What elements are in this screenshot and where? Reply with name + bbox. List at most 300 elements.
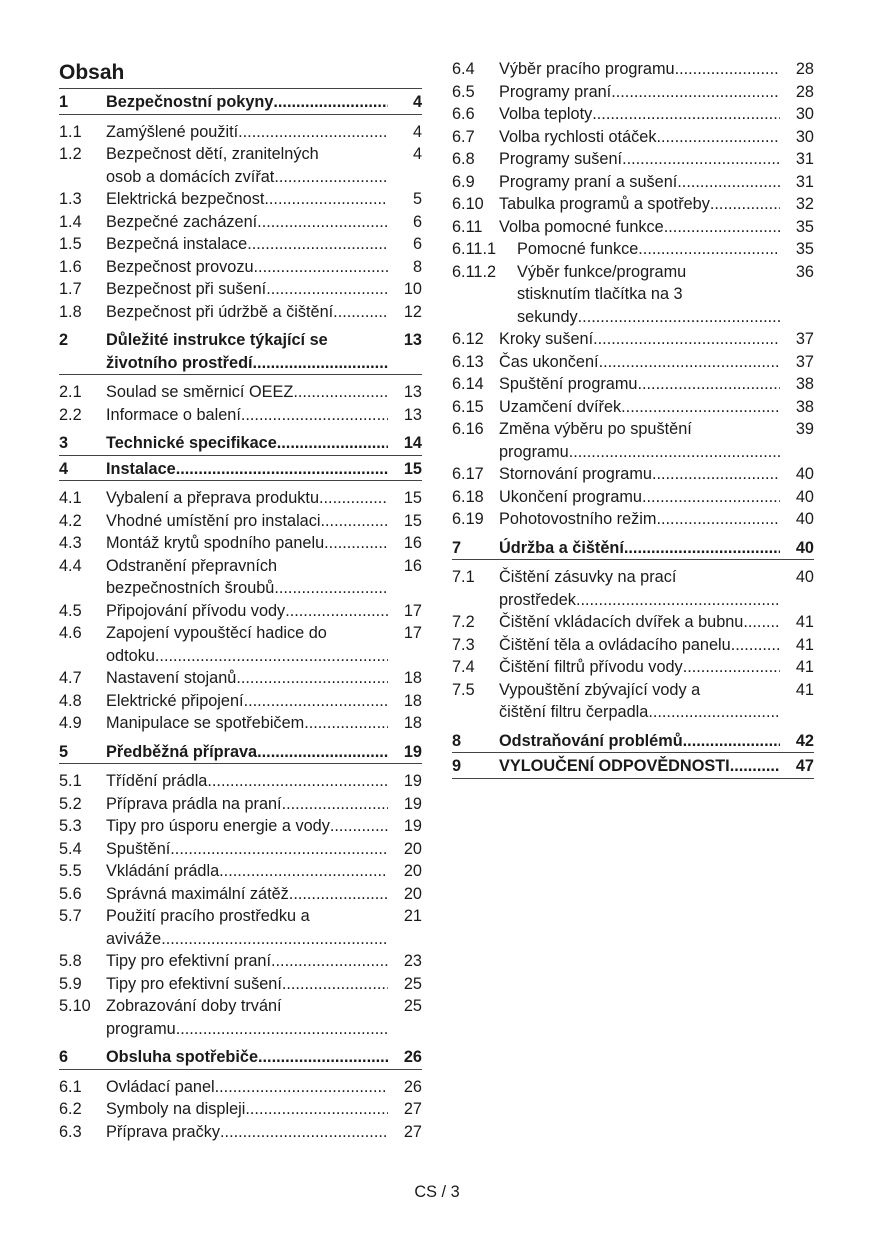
toc-entry-number: 1.7 bbox=[59, 280, 82, 298]
toc-entry-title-line: Příprava pračky bbox=[106, 1122, 221, 1141]
toc-section-entry[interactable] bbox=[59, 555, 422, 600]
toc-entry-title bbox=[499, 463, 780, 486]
toc-entry-number: 6.18 bbox=[452, 487, 484, 506]
toc-entry-title-line: osob a domácích zvířat bbox=[106, 167, 275, 186]
dot-leader bbox=[277, 432, 388, 455]
toc-entry-number: 6 bbox=[59, 1048, 69, 1066]
toc-entry-number: 9 bbox=[452, 757, 462, 775]
toc-entry-number: 7.1 bbox=[452, 568, 475, 586]
dot-leader bbox=[245, 1098, 388, 1121]
toc-section-entry[interactable] bbox=[59, 532, 422, 555]
toc-entry-number: 6.3 bbox=[59, 1122, 82, 1141]
toc-entry-number: 1 bbox=[59, 93, 69, 111]
toc-section-entry[interactable] bbox=[452, 81, 814, 104]
toc-section-entry[interactable] bbox=[59, 278, 422, 301]
toc-entry-title-line: Výběr pracího programu bbox=[499, 60, 675, 78]
toc-chapter-entry[interactable] bbox=[59, 1046, 422, 1070]
dot-leader bbox=[637, 373, 780, 396]
toc-entry-title-line: Čištění filtrů přívodu vody bbox=[499, 658, 683, 676]
toc-entry-page: 20 bbox=[403, 884, 422, 903]
toc-entry-number: 7 bbox=[452, 538, 462, 557]
toc-entry-title bbox=[106, 950, 388, 973]
toc-entry-title bbox=[499, 328, 780, 351]
toc-entry-number: 4.5 bbox=[59, 601, 82, 620]
toc-entry-title-line: Soulad se směrnicí OEEZ bbox=[106, 383, 294, 401]
toc-entry-number: 6.8 bbox=[452, 150, 475, 168]
toc-entry-number: 6.7 bbox=[452, 127, 475, 146]
toc-section-entry[interactable] bbox=[452, 171, 814, 194]
toc-entry-page: 19 bbox=[403, 817, 422, 835]
dot-leader bbox=[656, 508, 780, 531]
toc-entry-page: 10 bbox=[403, 280, 422, 298]
toc-entry-page: 41 bbox=[795, 613, 814, 631]
toc-entry-number: 6.5 bbox=[452, 82, 475, 101]
dot-leader bbox=[677, 171, 780, 194]
toc-section-entry[interactable] bbox=[59, 1121, 422, 1144]
toc-entry-title-line: sekundy bbox=[517, 307, 578, 326]
toc-entry-page: 39 bbox=[795, 420, 814, 438]
toc-entry-title bbox=[106, 712, 388, 735]
dot-leader bbox=[257, 211, 388, 234]
toc-section-entry[interactable] bbox=[452, 148, 814, 171]
toc-entry-title-line: čištění filtru čerpadla bbox=[499, 703, 649, 721]
dot-leader bbox=[324, 532, 388, 555]
toc-entry-number: 5 bbox=[59, 742, 69, 761]
toc-section-entry[interactable] bbox=[59, 381, 422, 404]
toc-entry-title bbox=[499, 537, 780, 560]
toc-entry-number: 6.11.2 bbox=[452, 262, 497, 281]
toc-chapter-entry[interactable] bbox=[59, 741, 422, 765]
toc-entry-title-line: Čištění těla a ovládacího panelu bbox=[499, 635, 731, 654]
toc-entry-number: 5.6 bbox=[59, 884, 82, 903]
toc-entry-title-line: Programy praní bbox=[499, 82, 612, 101]
toc-section-entry[interactable] bbox=[59, 121, 422, 144]
toc-entry-number: 6.10 bbox=[452, 195, 484, 213]
dot-leader bbox=[642, 486, 780, 509]
toc-entry-title-line: Programy sušení bbox=[499, 150, 623, 168]
toc-entry-page: 38 bbox=[795, 375, 814, 393]
toc-entry-title-line: životního prostředí bbox=[106, 353, 253, 372]
toc-chapter-entry[interactable] bbox=[452, 755, 814, 779]
toc-section-entry[interactable] bbox=[59, 712, 422, 735]
toc-entry-title-line: prostředek bbox=[499, 590, 576, 609]
dot-leader bbox=[273, 91, 388, 114]
toc-entry-title-line: Volba teploty bbox=[499, 105, 593, 123]
toc-entry-title bbox=[499, 730, 780, 753]
toc-chapter-entry[interactable] bbox=[59, 329, 422, 375]
toc-entry-page: 18 bbox=[403, 714, 422, 732]
toc-entry-page: 23 bbox=[403, 952, 422, 970]
toc-section-entry[interactable] bbox=[59, 838, 422, 861]
toc-section-entry[interactable] bbox=[59, 600, 422, 623]
toc-entry-number: 5.4 bbox=[59, 839, 82, 858]
toc-entry-page: 25 bbox=[403, 974, 422, 993]
toc-entry-page: 37 bbox=[795, 352, 814, 371]
toc-section-entry[interactable] bbox=[59, 815, 422, 838]
toc-entry-number: 6.13 bbox=[452, 352, 484, 371]
toc-entry-title-line: Údržba a čištění bbox=[499, 538, 624, 557]
dot-leader bbox=[285, 600, 388, 623]
toc-section-entry[interactable] bbox=[452, 396, 814, 419]
toc-section-entry[interactable] bbox=[452, 634, 814, 657]
toc-section-entry[interactable] bbox=[452, 261, 814, 329]
toc-entry-number: 6.19 bbox=[452, 510, 484, 528]
toc-section-entry[interactable] bbox=[452, 238, 814, 261]
toc-entry-title-line: Tabulka programů a spotřeby bbox=[499, 195, 710, 213]
toc-entry-page: 4 bbox=[412, 122, 422, 141]
toc-entry-title bbox=[106, 995, 388, 1040]
toc-entry-title-line: Bezpečné zacházení bbox=[106, 212, 258, 231]
toc-entry-title bbox=[106, 741, 388, 764]
toc-entry-number: 1.4 bbox=[59, 212, 82, 231]
toc-section-entry[interactable] bbox=[59, 883, 422, 906]
toc-entry-page: 16 bbox=[403, 534, 422, 552]
toc-entry-number: 4.1 bbox=[59, 489, 82, 507]
toc-entry-title-line: Předběžná příprava bbox=[106, 742, 258, 761]
dot-leader bbox=[599, 351, 780, 374]
dot-leader bbox=[622, 148, 780, 171]
toc-entry-number: 6.11 bbox=[452, 217, 483, 236]
toc-entry-title bbox=[499, 58, 780, 81]
toc-entry-title bbox=[106, 510, 388, 533]
dot-leader bbox=[161, 928, 388, 951]
dot-leader bbox=[258, 1046, 388, 1069]
toc-entry-title bbox=[106, 278, 388, 301]
toc-entry-title bbox=[499, 566, 780, 611]
toc-entry-title-line: VYLOUČENÍ ODPOVĚDNOSTI bbox=[499, 757, 730, 775]
toc-entry-page: 30 bbox=[795, 105, 814, 123]
dot-leader bbox=[244, 690, 388, 713]
toc-entry-page: 31 bbox=[795, 172, 814, 191]
toc-entry-title bbox=[499, 396, 780, 419]
toc-entry-title bbox=[106, 770, 388, 793]
dot-leader bbox=[282, 973, 388, 996]
toc-section-entry[interactable] bbox=[59, 487, 422, 510]
toc-section-entry[interactable] bbox=[452, 373, 814, 396]
toc-entry-title bbox=[106, 622, 388, 667]
toc-entry-number: 5.7 bbox=[59, 907, 82, 925]
toc-entry-title-line: Výběr funkce/programu bbox=[517, 262, 687, 281]
toc-entry-number: 6.12 bbox=[452, 330, 484, 348]
toc-entry-title-line: Tipy pro úsporu energie a vody bbox=[106, 817, 330, 835]
dot-leader bbox=[289, 883, 388, 906]
toc-entry-page: 28 bbox=[795, 60, 814, 78]
toc-entry-title-line: programu bbox=[499, 442, 569, 461]
toc-entry-title-line: Připojování přívodu vody bbox=[106, 601, 286, 620]
toc-entry-title bbox=[499, 634, 780, 657]
toc-entry-number: 4.7 bbox=[59, 669, 82, 687]
toc-section-entry[interactable] bbox=[452, 193, 814, 216]
toc-entry-page: 40 bbox=[795, 487, 814, 506]
toc-entry-title-line: Informace o balení bbox=[106, 405, 241, 424]
toc-entry-page: 32 bbox=[795, 195, 814, 213]
toc-section-entry[interactable] bbox=[452, 486, 814, 509]
toc-entry-page: 41 bbox=[795, 658, 814, 676]
toc-entry-title bbox=[106, 532, 388, 555]
toc-entry-number: 6.15 bbox=[452, 397, 484, 416]
toc-section-entry[interactable] bbox=[59, 256, 422, 279]
toc-entry-title-line: Bezpečnost dětí, zranitelných bbox=[106, 145, 319, 163]
toc-entry-title-line: Programy praní a sušení bbox=[499, 172, 678, 191]
toc-section-entry[interactable] bbox=[59, 404, 422, 427]
dot-leader bbox=[155, 645, 388, 668]
toc-entry-page: 13 bbox=[403, 383, 422, 401]
toc-section-entry[interactable] bbox=[452, 679, 814, 724]
toc-entry-title-line: Tipy pro efektivní sušení bbox=[106, 974, 282, 993]
toc-right-list bbox=[452, 58, 814, 779]
toc-entry-title-line: Ovládací panel bbox=[106, 1077, 215, 1096]
toc-entry-title-line: Třídění prádla bbox=[106, 772, 208, 790]
toc-entry-title-line: aviváže bbox=[106, 929, 162, 948]
toc-section-entry[interactable] bbox=[59, 211, 422, 234]
toc-entry-title-line: Ukončení programu bbox=[499, 487, 642, 506]
toc-section-entry[interactable] bbox=[59, 667, 422, 690]
toc-entry-title bbox=[106, 329, 388, 374]
toc-entry-title bbox=[499, 679, 780, 724]
toc-entry-number: 1.6 bbox=[59, 257, 82, 276]
toc-entry-number: 2 bbox=[59, 331, 69, 349]
toc-entry-title-line: Vkládání prádla bbox=[106, 862, 220, 880]
toc-section-entry[interactable] bbox=[59, 770, 422, 793]
toc-entry-page: 26 bbox=[403, 1048, 422, 1066]
toc-entry-title-line: Pomocné funkce bbox=[517, 240, 639, 258]
toc-section-entry[interactable] bbox=[452, 566, 814, 611]
dot-leader bbox=[257, 741, 388, 764]
toc-entry-title bbox=[499, 216, 780, 239]
toc-section-entry[interactable] bbox=[59, 995, 422, 1040]
dot-leader bbox=[330, 815, 388, 838]
dot-leader bbox=[271, 950, 388, 973]
toc-entry-page: 40 bbox=[795, 538, 814, 557]
toc-entry-number: 6.1 bbox=[59, 1077, 82, 1096]
toc-entry-title bbox=[499, 373, 780, 396]
toc-entry-number: 6.6 bbox=[452, 105, 475, 123]
toc-entry-title bbox=[106, 121, 388, 144]
dot-leader bbox=[304, 712, 388, 735]
toc-entry-title bbox=[106, 301, 388, 324]
dot-leader bbox=[638, 238, 780, 261]
dot-leader bbox=[241, 404, 388, 427]
toc-entry-number: 4.2 bbox=[59, 511, 82, 530]
toc-entry-title-line: Správná maximální zátěž bbox=[106, 884, 289, 903]
toc-entry-title-line: Pohotovostního režim bbox=[499, 510, 657, 528]
toc-entry-page: 41 bbox=[795, 680, 814, 699]
toc-entry-number: 5.1 bbox=[59, 772, 82, 790]
dot-leader bbox=[236, 667, 388, 690]
dot-leader bbox=[652, 463, 780, 486]
toc-entry-title-line: Bezpečnost při údržbě a čištění bbox=[106, 302, 334, 321]
dot-leader bbox=[611, 81, 780, 104]
toc-entry-number: 7.4 bbox=[452, 658, 475, 676]
toc-entry-title bbox=[106, 1121, 388, 1144]
toc-section-entry[interactable] bbox=[59, 510, 422, 533]
dot-leader bbox=[170, 838, 388, 861]
toc-entry-title bbox=[499, 193, 780, 216]
toc-entry-page: 35 bbox=[795, 217, 814, 236]
toc-entry-page: 4 bbox=[412, 145, 422, 163]
toc-entry-title bbox=[106, 973, 388, 996]
toc-entry-title bbox=[499, 611, 780, 634]
toc-entry-number: 6.14 bbox=[452, 375, 484, 393]
toc-entry-number: 5.3 bbox=[59, 817, 82, 835]
dot-leader bbox=[238, 121, 388, 144]
toc-section-entry[interactable] bbox=[59, 143, 422, 188]
toc-entry-title-line: Zamýšlené použití bbox=[106, 122, 239, 141]
toc-entry-page: 37 bbox=[795, 330, 814, 348]
toc-entry-number: 4.4 bbox=[59, 556, 82, 575]
toc-entry-title-line: Instalace bbox=[106, 459, 176, 478]
toc-section-entry[interactable] bbox=[59, 950, 422, 973]
toc-section-entry[interactable] bbox=[59, 793, 422, 816]
toc-entry-title bbox=[499, 755, 780, 778]
dot-leader bbox=[710, 193, 780, 216]
toc-entry-title bbox=[106, 233, 388, 256]
toc-entry-page: 31 bbox=[795, 150, 814, 168]
toc-section-entry[interactable] bbox=[452, 58, 814, 81]
dot-leader bbox=[624, 537, 780, 560]
toc-entry-page: 12 bbox=[403, 302, 422, 321]
toc-entry-title bbox=[499, 351, 780, 374]
dot-leader bbox=[743, 611, 780, 634]
toc-section-entry[interactable] bbox=[452, 351, 814, 374]
toc-entry-number: 4.6 bbox=[59, 624, 82, 642]
toc-entry-title bbox=[106, 905, 388, 950]
toc-chapter-entry[interactable] bbox=[452, 730, 814, 754]
toc-section-entry[interactable] bbox=[59, 301, 422, 324]
toc-entry-title bbox=[499, 656, 780, 679]
dot-leader bbox=[730, 755, 780, 778]
toc-entry-number: 4.3 bbox=[59, 534, 82, 552]
toc-entry-page: 14 bbox=[403, 434, 422, 452]
toc-entry-number: 5.9 bbox=[59, 974, 82, 993]
toc-chapter-entry[interactable] bbox=[59, 458, 422, 482]
toc-entry-title-line: Změna výběru po spuštění bbox=[499, 420, 692, 438]
toc-entry-title-line: Volba rychlosti otáček bbox=[499, 127, 657, 146]
toc-section-entry[interactable] bbox=[452, 216, 814, 239]
toc-entry-title-line: Nastavení stojanů bbox=[106, 669, 237, 687]
toc-entry-number: 1.8 bbox=[59, 302, 82, 321]
toc-entry-page: 5 bbox=[412, 190, 422, 208]
dot-leader bbox=[569, 441, 780, 464]
toc-entry-title bbox=[106, 815, 388, 838]
toc-entry-title bbox=[106, 432, 388, 455]
toc-section-entry[interactable] bbox=[452, 508, 814, 531]
toc-entry-title-line: Elektrické připojení bbox=[106, 691, 244, 710]
toc-entry-page: 47 bbox=[795, 757, 814, 775]
toc-entry-page: 4 bbox=[412, 93, 422, 111]
toc-entry-number: 6.9 bbox=[452, 172, 475, 191]
toc-entry-title bbox=[499, 103, 780, 126]
toc-entry-title-line: Technické specifikace bbox=[106, 434, 277, 452]
toc-entry-title bbox=[106, 404, 388, 427]
toc-entry-title bbox=[106, 600, 388, 623]
toc-entry-title-line: Spuštění bbox=[106, 839, 171, 858]
toc-entry-title-line: Bezpečnostní pokyny bbox=[106, 93, 274, 111]
toc-section-entry[interactable] bbox=[59, 1076, 422, 1099]
toc-entry-title bbox=[106, 1076, 388, 1099]
toc-section-entry[interactable] bbox=[59, 973, 422, 996]
toc-entry-page: 17 bbox=[403, 601, 422, 620]
toc-section-entry[interactable] bbox=[452, 418, 814, 463]
toc-entry-number: 2.2 bbox=[59, 405, 82, 424]
dot-leader bbox=[207, 770, 388, 793]
toc-entry-number: 3 bbox=[59, 434, 69, 452]
toc-entry-number: 1.5 bbox=[59, 235, 82, 253]
toc-entry-title-line: Čištění zásuvky na prací bbox=[499, 568, 677, 586]
dot-leader bbox=[321, 510, 389, 533]
dot-leader bbox=[282, 793, 388, 816]
toc-entry-title-line: odtoku bbox=[106, 646, 155, 665]
toc-entry-page: 15 bbox=[403, 459, 422, 478]
toc-entry-title bbox=[106, 883, 388, 906]
toc-left-list bbox=[59, 91, 422, 1143]
toc-entry-title bbox=[106, 256, 388, 279]
toc-section-entry[interactable] bbox=[59, 622, 422, 667]
dot-leader bbox=[675, 58, 780, 81]
toc-entry-number: 6.17 bbox=[452, 465, 484, 483]
toc-entry-page: 38 bbox=[795, 397, 814, 416]
toc-section-entry[interactable] bbox=[59, 905, 422, 950]
dot-leader bbox=[333, 301, 388, 324]
toc-entry-title bbox=[499, 486, 780, 509]
toc-entry-page: 40 bbox=[795, 465, 814, 483]
dot-leader bbox=[266, 278, 388, 301]
dot-leader bbox=[219, 860, 388, 883]
toc-entry-title-line: Zapojení vypouštěcí hadice do bbox=[106, 624, 327, 642]
toc-entry-title-line: Obsluha spotřebiče bbox=[106, 1048, 258, 1066]
toc-section-entry[interactable] bbox=[452, 103, 814, 126]
toc-entry-number: 4.9 bbox=[59, 714, 82, 732]
toc-section-entry[interactable] bbox=[452, 656, 814, 679]
toc-entry-title bbox=[106, 1098, 388, 1121]
toc-entry-title-line: Uzamčení dvířek bbox=[499, 397, 622, 416]
toc-chapter-entry[interactable] bbox=[59, 432, 422, 456]
toc-section-entry[interactable] bbox=[452, 328, 814, 351]
toc-chapter-entry[interactable] bbox=[452, 537, 814, 561]
toc-entry-number: 6.2 bbox=[59, 1100, 82, 1118]
toc-entry-title-line: Čas ukončení bbox=[499, 352, 599, 371]
toc-section-entry[interactable] bbox=[59, 1098, 422, 1121]
toc-section-entry[interactable] bbox=[59, 188, 422, 211]
toc-chapter-entry[interactable] bbox=[59, 91, 422, 115]
toc-entry-title-line: Elektrická bezpečnost bbox=[106, 190, 265, 208]
toc-section-entry[interactable] bbox=[59, 690, 422, 713]
toc-section-entry[interactable] bbox=[59, 860, 422, 883]
toc-entry-title-line: Důležité instrukce týkající se bbox=[106, 331, 328, 349]
toc-entry-page: 27 bbox=[403, 1100, 422, 1118]
toc-entry-title bbox=[106, 793, 388, 816]
dot-leader bbox=[254, 256, 388, 279]
toc-entry-title-line: Spuštění programu bbox=[499, 375, 638, 393]
toc-entry-title bbox=[106, 838, 388, 861]
toc-entry-title bbox=[106, 143, 388, 188]
toc-entry-page: 16 bbox=[403, 556, 422, 575]
toc-entry-title-line: Zobrazování doby trvání bbox=[106, 997, 282, 1015]
toc-section-entry[interactable] bbox=[452, 126, 814, 149]
dot-leader bbox=[215, 1076, 388, 1099]
toc-section-entry[interactable] bbox=[452, 611, 814, 634]
toc-section-entry[interactable] bbox=[59, 233, 422, 256]
toc-section-entry[interactable] bbox=[452, 463, 814, 486]
toc-entry-title-line: Montáž krytů spodního panelu bbox=[106, 534, 325, 552]
dot-leader bbox=[578, 306, 780, 329]
toc-entry-title-line: Čištění vkládacích dvířek a bubnu bbox=[499, 613, 744, 631]
toc-entry-page: 6 bbox=[412, 212, 422, 231]
toc-entry-title-line: stisknutím tlačítka na 3 bbox=[517, 285, 683, 303]
toc-entry-page: 20 bbox=[403, 862, 422, 880]
dot-leader bbox=[176, 458, 388, 481]
toc-entry-page: 20 bbox=[403, 839, 422, 858]
